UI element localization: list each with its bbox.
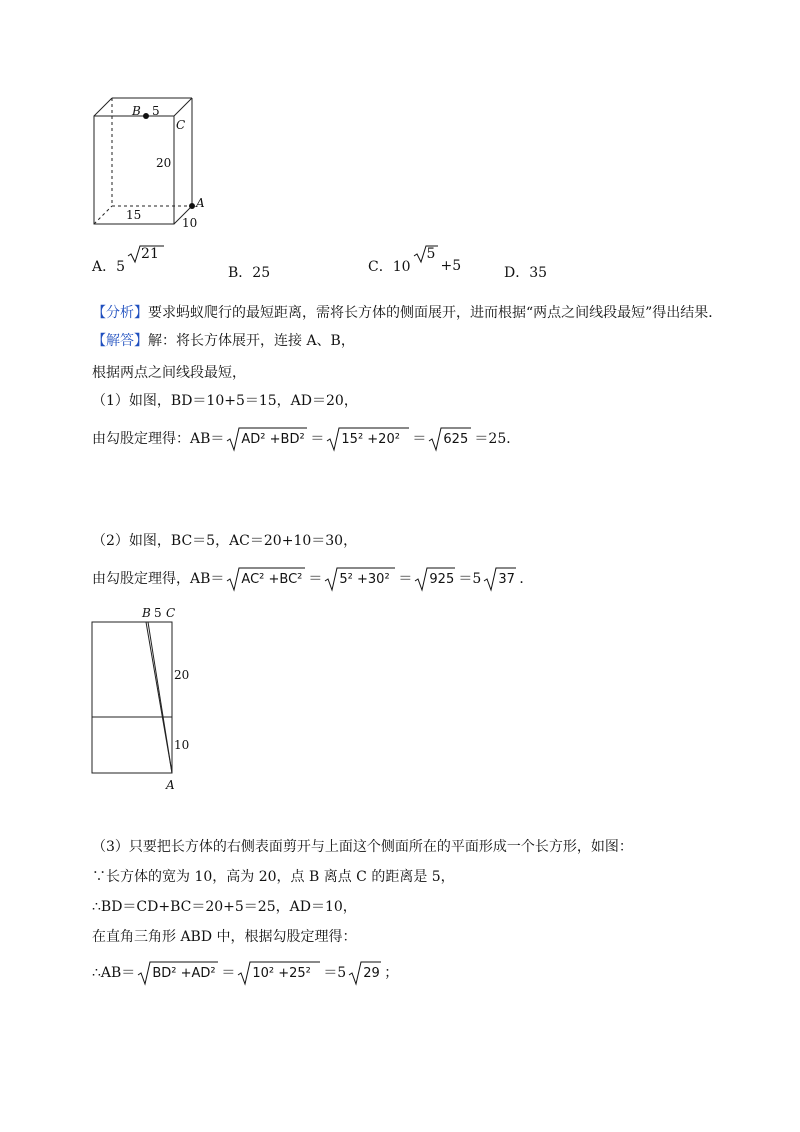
option-a-radicand: 21 — [141, 246, 159, 262]
label-a: A — [166, 778, 175, 792]
analysis-text: 要求蚂蚁爬行的最短距离，需将长方体的侧面展开，进而根据“两点之间线段最短”得出结果． — [148, 305, 723, 321]
case2-radicand-2: 5² +30² — [339, 572, 390, 587]
option-c-prefix: C．10 — [368, 259, 411, 275]
case1-intro: （1）如图，BD＝10+5＝15，AD＝20， — [92, 393, 358, 409]
case2-eq2: ＝ — [398, 571, 413, 587]
sqrt-symbol — [414, 566, 456, 592]
case1-formula — [92, 426, 520, 452]
case3-eq2: ＝5 — [323, 965, 347, 981]
option-a-prefix: A．5 — [92, 259, 126, 275]
case2-radicand-4: 37 — [498, 572, 515, 587]
label-c: C — [176, 118, 186, 132]
case2-tail: ． — [519, 571, 534, 587]
case3-intro: （3）只要把长方体的右侧表面剪开与上面这个侧面所在的平面形成一个长方形，如图： — [92, 839, 633, 855]
case1-radicand-1: AD² +BD² — [241, 432, 305, 447]
case3-radicand-3: 29 — [363, 966, 380, 981]
option-c-suffix: +5 — [440, 258, 462, 274]
case1-eq1: ＝ — [310, 431, 325, 447]
analysis-line — [92, 304, 722, 322]
sqrt-symbol — [324, 566, 396, 592]
shortest-line: 根据两点之间线段最短， — [92, 365, 246, 381]
box-diagram — [80, 88, 220, 238]
answer-tag: 【解答】 — [92, 333, 148, 349]
label-b: B — [132, 104, 141, 118]
case2-eq3: ＝5 — [458, 571, 482, 587]
sqrt-symbol — [226, 426, 308, 452]
case1-tail: ＝25． — [474, 431, 521, 447]
sqrt-symbol — [326, 426, 410, 452]
option-c — [368, 246, 462, 276]
label-10: 10 — [174, 738, 190, 752]
case1-lead: 由勾股定理得：AB＝ — [92, 431, 225, 447]
option-d: D．35 — [504, 265, 548, 281]
answer-text: 解：将长方体展开，连接 A、B， — [148, 333, 355, 349]
case3-formula — [92, 960, 398, 986]
label-c: C — [166, 606, 176, 620]
sqrt-symbol — [428, 426, 472, 452]
case2-radicand-3: 925 — [429, 572, 455, 587]
sqrt-symbol — [226, 566, 306, 592]
case3-radicand-1: BD² +AD² — [152, 966, 216, 981]
label-10: 10 — [182, 216, 198, 230]
label-15: 15 — [126, 208, 142, 222]
case3-triangle: 在直角三角形 ABD 中，根据勾股定理得： — [92, 929, 357, 945]
option-a — [92, 246, 165, 276]
case2-eq1: ＝ — [308, 571, 323, 587]
unfold-diagram — [86, 604, 206, 794]
label-5: 5 — [154, 606, 162, 620]
case3-radicand-2: 10² +25² — [252, 966, 311, 981]
analysis-tag: 【分析】 — [92, 305, 148, 321]
case3-tail: ； — [384, 965, 399, 981]
case1-radicand-2: 15² +20² — [341, 432, 400, 447]
sqrt-symbol — [413, 244, 439, 264]
sqrt-symbol — [237, 960, 321, 986]
label-20: 20 — [174, 668, 190, 682]
sqrt-symbol — [348, 960, 382, 986]
case2-radicand-1: AC² +BC² — [241, 572, 303, 587]
case2-lead: 由勾股定理得，AB＝ — [92, 571, 225, 587]
sqrt-symbol — [137, 960, 219, 986]
answer-line — [92, 332, 355, 350]
label-20: 20 — [156, 156, 172, 170]
label-a: A — [196, 196, 205, 210]
case3-therefore: ∴BD＝CD+BC＝20+5＝25，AD＝10， — [92, 899, 357, 915]
label-b: B — [142, 606, 151, 620]
case3-lead: ∴AB＝ — [92, 965, 136, 981]
case2-intro: （2）如图，BC＝5，AC＝20+10＝30， — [92, 533, 358, 549]
case3-given: ∵长方体的宽为 10，高为 20，点 B 离点 C 的距离是 5， — [92, 869, 455, 885]
case1-radicand-3: 625 — [443, 432, 469, 447]
box-figure — [80, 88, 220, 238]
sqrt-symbol — [127, 244, 165, 264]
option-b: B．25 — [228, 265, 271, 281]
sqrt-symbol — [483, 566, 517, 592]
option-c-radicand: 5 — [426, 246, 436, 262]
unfold-figure — [86, 604, 206, 794]
case2-formula — [92, 566, 533, 592]
case3-eq1: ＝ — [221, 965, 236, 981]
label-5: 5 — [152, 104, 160, 118]
case1-eq2: ＝ — [412, 431, 427, 447]
